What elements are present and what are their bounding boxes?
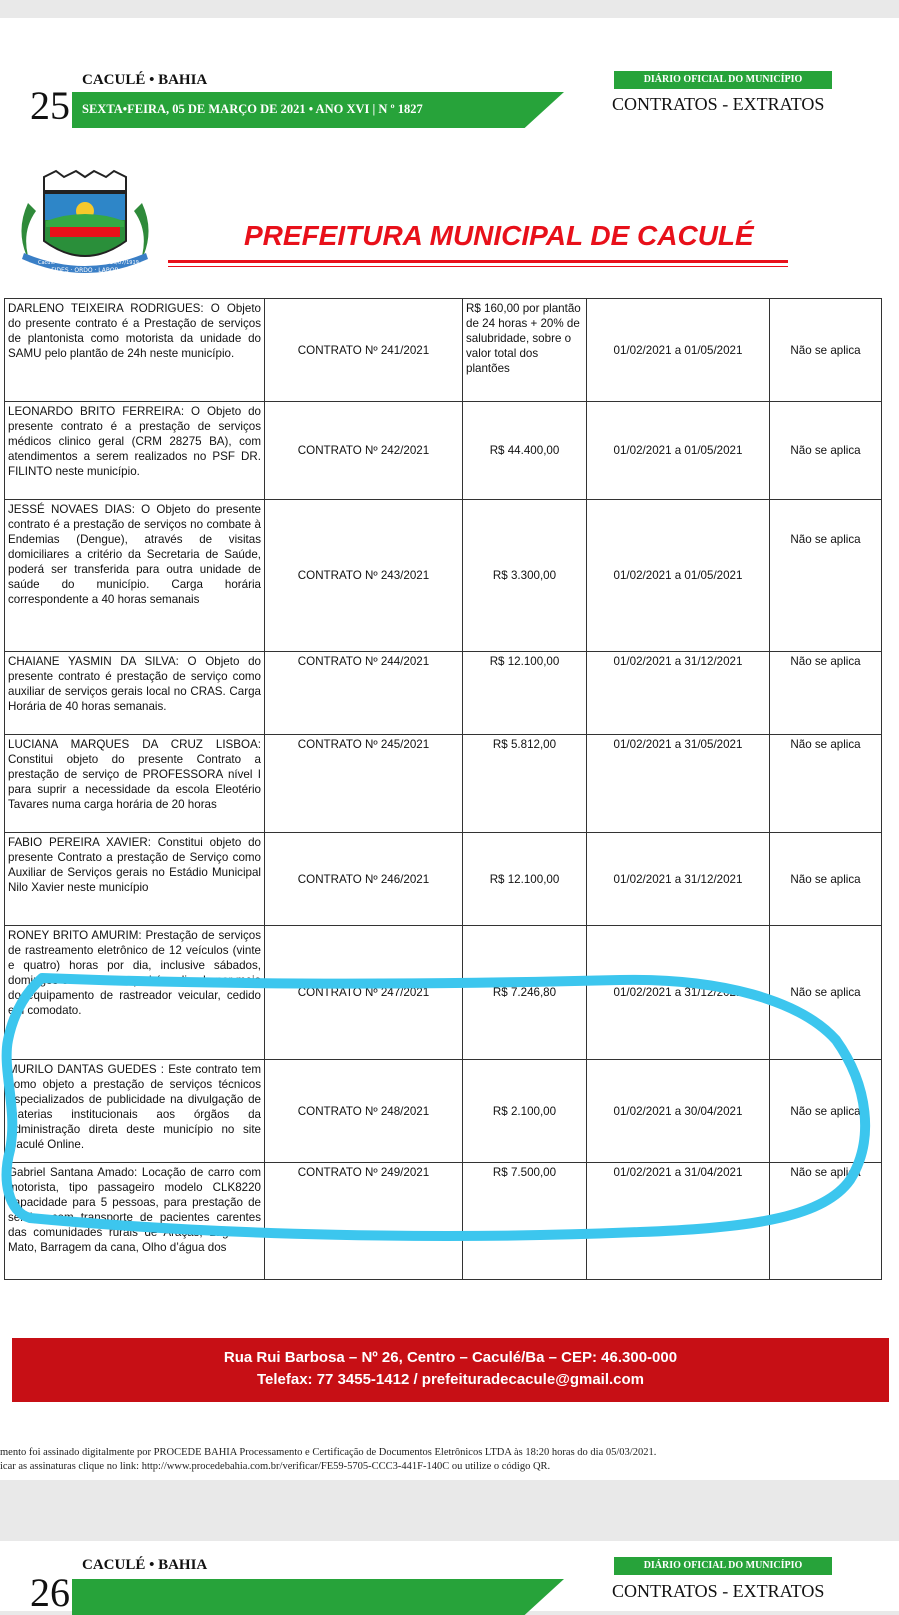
next-section-title: CONTRATOS - EXTRATOS xyxy=(612,1581,825,1601)
contract-applies: Não se aplica xyxy=(770,735,882,833)
contract-applies: Não se aplica xyxy=(770,833,882,926)
city-label: CACULÉ • BAHIA xyxy=(82,72,208,88)
contract-value: R$ 44.400,00 xyxy=(463,402,587,500)
contract-value: R$ 12.100,00 xyxy=(463,652,587,735)
contract-value: R$ 2.100,00 xyxy=(463,1060,587,1163)
edition-date: SEXTA•FEIRA, 05 DE MARÇO DE 2021 • ANO XVI | N º 1827 xyxy=(82,102,423,116)
page-number: 25 xyxy=(30,83,70,128)
contract-applies: Não se aplica xyxy=(770,402,882,500)
contract-description: DARLENO TEIXEIRA RODRIGUES: O Objeto do presente contrato é a Prestação de serviços de plantonista como motorista da unidade do SAMU pelo plantão de 24h neste município. xyxy=(5,299,265,402)
svg-text:20/07/1919: 20/07/1919 xyxy=(110,260,139,266)
contract-value: R$ 5.812,00 xyxy=(463,735,587,833)
contract-period: 01/02/2021 a 01/05/2021 xyxy=(587,500,770,652)
svg-text:FIDES · ORDO · LABOR: FIDES · ORDO · LABOR xyxy=(51,267,119,274)
contract-description: MURILO DANTAS GUEDES : Este contrato tem como objeto a prestação de serviços técnicos especializados de publicidade na divulgação de materias institucionais aos órgãos da administração direta deste município no site Caculé Online. xyxy=(5,1060,265,1163)
footer-address: Rua Rui Barbosa – Nº 26, Centro – Caculé/Ba – CEP: 46.300-000 xyxy=(223,1349,678,1366)
contract-description: JESSÉ NOVAES DIAS: O Objeto do presente contrato é a prestação de serviços no combate à Endemias (Dengue), através de visitas domiciliares a critério da Secretaria de Saúde, poderá ser transferida para outra unidade de saúde do município. Carga horária correspondente a 40 horas semanais xyxy=(5,500,265,652)
contract-applies: Não se aplica xyxy=(770,1163,882,1280)
contract-number: CONTRATO Nº 243/2021 xyxy=(265,500,463,652)
contract-value: R$ 160,00 por plantão de 24 horas + 20% de salubridade, sobre o valor total dos plantões xyxy=(463,299,587,402)
footer-contact: Telefax: 77 3455-1412 / prefeituradecacule@gmail.com xyxy=(256,1371,645,1388)
svg-text:Caculé: Caculé xyxy=(38,260,55,266)
signature-line-1: mento foi assinado digitalmente por PROCEDE BAHIA Processamento e Certificação de Documentos Eletrônicos LTDA às 18:20 horas do dia 05/03/2021. xyxy=(0,1447,657,1458)
contract-applies: Não se aplica xyxy=(770,926,882,1060)
contract-value: R$ 7.246,80 xyxy=(463,926,587,1060)
contract-period: 01/02/2021 a 31/12/2021 xyxy=(587,833,770,926)
contract-description: LEONARDO BRITO FERREIRA: O Objeto do presente contrato é a prestação de serviços médicos clinico geral (CRM 28275 BA), com atendimentos a serem realizados no PSF DR. FILINTO neste município. xyxy=(5,402,265,500)
contract-number: CONTRATO Nº 242/2021 xyxy=(265,402,463,500)
contract-description: CHAIANE YASMIN DA SILVA: O Objeto do presente contrato é prestação de serviço como auxiliar de serviços gerais local no CRAS. Carga Horária de 40 horas semanais. xyxy=(5,652,265,735)
contract-number: CONTRATO Nº 249/2021 xyxy=(265,1163,463,1280)
next-diario-badge: DIÁRIO OFICIAL DO MUNICÍPIO xyxy=(614,1557,832,1575)
diario-badge: DIÁRIO OFICIAL DO MUNICÍPIO xyxy=(614,71,832,89)
contract-value: R$ 7.500,00 xyxy=(463,1163,587,1280)
contract-applies: Não se aplica xyxy=(770,1060,882,1163)
contract-value: R$ 3.300,00 xyxy=(463,500,587,652)
contract-value: R$ 12.100,00 xyxy=(463,833,587,926)
contract-applies: Não se aplica xyxy=(770,652,882,735)
contract-number: CONTRATO Nº 245/2021 xyxy=(265,735,463,833)
contract-number: CONTRATO Nº 244/2021 xyxy=(265,652,463,735)
contract-period: 01/02/2021 a 31/12/2021 xyxy=(587,926,770,1060)
signature-line-2: icar as assinaturas clique no link: http://www.procedebahia.com.br/verificar/FE59-5705-CCC3-441F-140C ou utilize o código QR. xyxy=(0,1461,551,1472)
contract-period: 01/02/2021 a 31/12/2021 xyxy=(587,652,770,735)
contract-number: CONTRATO Nº 241/2021 xyxy=(265,299,463,402)
contract-period: 01/02/2021 a 01/05/2021 xyxy=(587,299,770,402)
contract-description: LUCIANA MARQUES DA CRUZ LISBOA: Constitui objeto do presente Contrato a prestação de serviço de PROFESSORA nível I para suprir a necessidade da escola Eleotério Tavares numa carga horária de 20 horas xyxy=(5,735,265,833)
contract-description: Gabriel Santana Amado: Locação de carro com motorista, tipo passageiro modelo CLK8220 capacidade para 5 pessoas, para prestação de serviço com transporte de pacientes carentes das comunidades rurais de Araçás, Lagoa do Mato, Barragem da cana, Olho d’água dos xyxy=(5,1163,265,1280)
contract-period: 01/02/2021 a 31/05/2021 xyxy=(587,735,770,833)
contract-period: 01/02/2021 a 30/04/2021 xyxy=(587,1060,770,1163)
contract-number: CONTRATO Nº 247/2021 xyxy=(265,926,463,1060)
contract-description: FABIO PEREIRA XAVIER: Constitui objeto do presente Contrato a prestação de Serviço como Auxiliar de Serviços gerais no Estádio Municipal Nilo Xavier neste município xyxy=(5,833,265,926)
contract-number: CONTRATO Nº 246/2021 xyxy=(265,833,463,926)
contract-applies: Não se aplica xyxy=(770,500,882,652)
contract-number: CONTRATO Nº 248/2021 xyxy=(265,1060,463,1163)
section-title: CONTRATOS - EXTRATOS xyxy=(612,94,825,114)
contract-applies: Não se aplica xyxy=(770,299,882,402)
next-page-number: 26 xyxy=(30,1570,70,1615)
contract-description: RONEY BRITO AMURIM: Prestação de serviços de rastreamento eletrônico de 12 veículos (vinte e quatro) horas por dia, inclusive sábados, domingos e feriados, o qual é realizado por meio do equipamento de rastreador veicular, cedido em comodato. xyxy=(5,926,265,1060)
prefeitura-title: PREFEITURA MUNICIPAL DE CACULÉ xyxy=(244,220,754,251)
contract-period: 01/02/2021 a 01/05/2021 xyxy=(587,402,770,500)
next-city-label: CACULÉ • BAHIA xyxy=(82,1557,208,1573)
contract-period: 01/02/2021 a 31/04/2021 xyxy=(587,1163,770,1280)
